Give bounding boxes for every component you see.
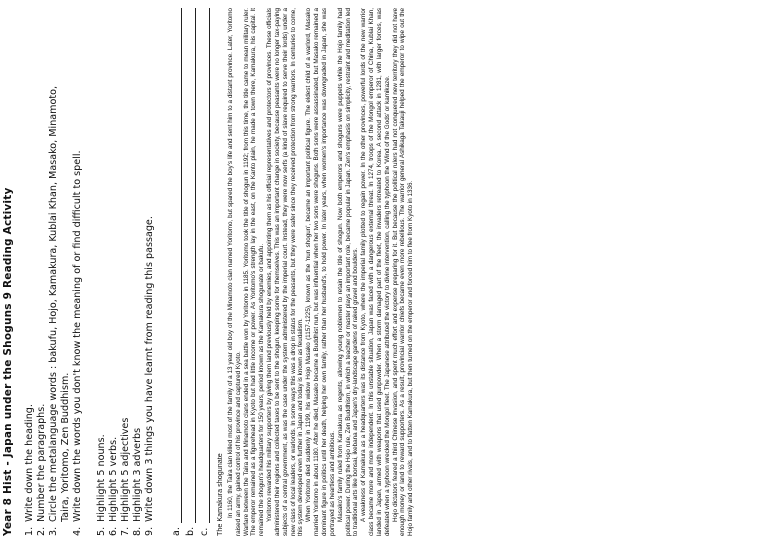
instruction-number: 1. (24, 526, 35, 536)
instruction-item (72, 6, 84, 536)
answer-label: c. (199, 527, 210, 536)
task-number: 9. (144, 526, 155, 536)
task-number: 7. (120, 526, 131, 536)
instruction-item (48, 6, 60, 536)
task-text: Highlight 5 verbs. (108, 436, 119, 522)
paragraph-6: A weakness of Kamakura as a headquarters was its distance from Kyoto, where the imperial family plotted to regain power. In the other provinces, powerful lords of the new warrior class became more and more independent. In this unstable situation, Japan was faced with a dangerous external threat. In 1274, troops of the Mongol emperor of China, Kublai Khan, landed in Japan, armed with weapons that used gunpowder. When a storm damaged part of the fleet, the invaders retreated to Korea. A second attack in 1281, with larger forces, was defeated when a typhoon wrecked the Mongol fleet. The Japanese attributed the victory to divine intervention, calling the typhoon the 'Wind of the Gods' or kamikaze. (360, 8, 391, 536)
paragraph-3: Yoritomo rewarded his military supporters by giving them land previously held by enemies, and appointing them as his official representatives and protectors of provinces. These officials administered their regions and collected taxes to be sent to the shogun, keeping some for themselves. This was an important change in society, because peasants were no longer tax-paying subjects of a central government, as was the case under the system administered by the imperial court. Instead, they were now serfs (a kind of slave required to serve their lords) under a new class of local leaders, or warlords. In some ways this was a drop in status for the peasants, but they were safer since they received protection from strong warriors. In centuries to come, this system developed even further in Japan and today is known as feudalism. (266, 8, 305, 536)
instruction-item (60, 6, 72, 536)
task-list (96, 8, 156, 536)
task-number: 6. (108, 526, 119, 536)
paragraph-1: In 1160, the Taira clan killed most of the family of a 13 year old boy of the Minamoto clan named Yoritomo, but spared the boy's life and sent him to a distant province. Later, Yoritomo raised an army, gained control of his province and captured Kyoto. (226, 8, 242, 536)
task-text: Highlight 5 nouns. (96, 434, 107, 522)
instruction-number: 4. (72, 526, 83, 536)
reading-passage (216, 8, 415, 536)
paragraph-2: Warfare between the Taira and Minamoto clans ended in a sea battle won by Yoritomo in 1185. Yoritomo took the title of shogun in 1192; from this time, the title came to mean military ruler. The emperor remained as a figurehead in Kyoto but had little income or power. As Yoritomo's strength lay in the east, on the Kanto plain, he made a town there, Kamakura, his capital. It remained the shogun's headquarters for 150 years, period known as the Kamakura shogunate or bakufu. (242, 8, 266, 536)
instruction-text: Number the paragraphs. (36, 403, 47, 522)
answer-line-c[interactable] (196, 8, 210, 536)
reading-heading: The Kamakura shogunate (215, 453, 224, 536)
task-text: Highlight 5 adjectives (120, 417, 131, 522)
instruction-number (60, 522, 72, 536)
paragraph-5: Masako's family ruled from Kamakura as regents, allowing young noblemen to retain the title of shogun. Now both emperors and shoguns were puppets while the Hojo family had political power. During the Hojo rule, Zen Buddhism, in which a teacher or master plays an important role, became popular in Japan. Zen's emphasis on simplicity, restraint and meditation led to traditional arts like bonsai, ikebana and Japan's dry-landscape gardens of raked gravel and boulders. (336, 8, 360, 536)
answer-rule (199, 8, 210, 523)
answer-label: a. (171, 527, 182, 536)
instruction-list (24, 6, 84, 536)
instruction-text: Circle the metalanguage words : bakufu, Hojo, Kamakura, Kublai Khan, Masako, Minamoto, (48, 85, 59, 522)
instruction-text: Write down the words you don't know the meaning of or find difficult to spell. (72, 150, 83, 522)
task-item (132, 8, 144, 536)
paragraph-7: Hojo dictators feared a third Chinese invasion, and spent much effort and expense preparing for it. But because the political rulers had not conquered new territory they did not have enough money or land to reward supporters. As a result, provincial warrior chiefs became even more rebellious. The warrior general Ashikaga Takauji helped the emperor to wipe out the Hojo family and other rivals, and to flatten Kamakura, but then turned on the emperor and forced him to flee from Kyoto in 1336. (391, 8, 415, 536)
task-text: Highlight 3 adverbs (132, 427, 143, 522)
answer-line-a[interactable] (168, 8, 182, 536)
task-item (96, 8, 108, 536)
task-text: Write down 3 things you have learnt from reading this passage. (144, 216, 155, 522)
answer-rule (171, 8, 182, 523)
task-item (144, 8, 156, 536)
task-number: 8. (132, 526, 143, 536)
answer-label: b. (185, 526, 196, 536)
task-number: 5. (96, 526, 107, 536)
instruction-number: 3. (48, 526, 59, 536)
answer-rule (185, 8, 196, 523)
instruction-item (24, 6, 36, 536)
task-item (108, 8, 120, 536)
task-item (120, 8, 132, 536)
instruction-item (36, 6, 48, 536)
answer-line-b[interactable] (182, 8, 196, 536)
paragraph-4: When Yoritomo died suddenly in 1199, his widow Hojo Masako (1157-1225), known as the 'nun shogun', became an important political figure. The eldest child of a warlord, Masako married Yoritomo in about 1180. After he died, Masako became a Buddhist nun, but was influential when her two sons were shoguns. Both sons were assassinated, but Masako remained a dominant figure in politics until her death, helping her own family, rather than her husband's, to hold power. In later years, when women's importance was downgraded in Japan, she was portrayed as heartless and ambitious. (305, 8, 336, 536)
instruction-number: 2. (36, 526, 47, 536)
instruction-text: Write down the heading. (24, 404, 35, 522)
worksheet-title: Year 8 Hist - Japan under the Shoguns 9 Reading Activity (2, 187, 14, 536)
instruction-text: Taira, Yoritomo, Zen Buddhism. (60, 372, 71, 522)
answer-lines (168, 8, 210, 536)
